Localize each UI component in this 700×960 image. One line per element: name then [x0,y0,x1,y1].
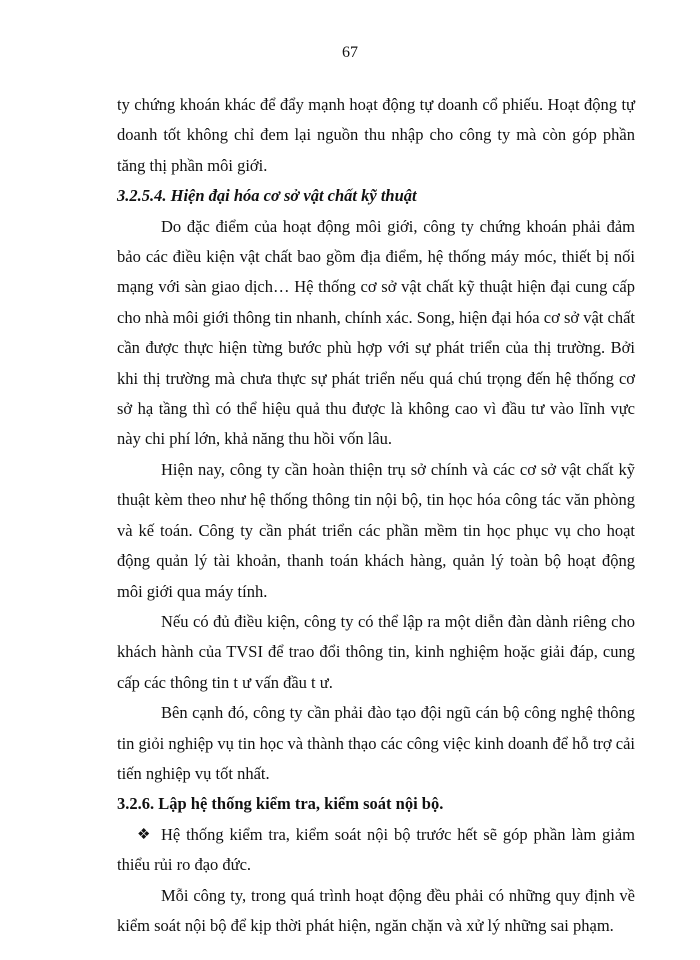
paragraph-internal-control: Mỗi công ty, trong quá trình hoạt động đều phải có những quy định về kiểm soát nội bộ để kịp thời phát hiện, ngăn chặn và xử lý những sai phạm. [117,885,635,935]
paragraph-training: Bên cạnh đó, công ty cần phải đào tạo đội ngũ cán bộ công nghệ thông tin giỏi nghiệp vụ tin học và thành thạo các công việc kinh doanh để hỗ trợ cải tiến nghiệp vụ tốt nhất. [117,703,635,783]
bullet-item-text: Hệ thống kiểm tra, kiểm soát nội bộ trước hết sẽ góp phần làm giảm thiểu rủi ro đạo đức. [117,824,635,875]
section-heading-3-2-6: 3.2.6. Lập hệ thống kiểm tra, kiểm soát nội bộ. [117,794,444,814]
paragraph-continuation: ty chứng khoán khác để đẩy mạnh hoạt động tự doanh cổ phiếu. Hoạt động tự doanh tốt không chỉ đem lại nguồn thu nhập cho công ty mà còn góp phần tăng thị phần môi giới. [117,95,635,175]
page-number: 67 [342,44,358,61]
section-heading-3-2-5-4: 3.2.5.4. Hiện đại hóa cơ sở vật chất kỹ thuật [117,186,417,206]
diamond-bullet-icon: ❖ [137,826,151,843]
paragraph-facilities-1: Do đặc điểm của hoạt động môi giới, công ty chứng khoán phải đảm bảo các điều kiện vật chất bao gồm địa điểm, hệ thống máy móc, thiết bị nối mạng với sàn giao dịch… Hệ thống cơ sở vật chất kỹ thuật hiện đại cung cấp cho nhà môi giới thông tin nhanh, chính xác. Song, hiện đại hóa cơ sở vật chất cần được thực hiện từng bước phù hợp với sự phát triển của thị trường. Bởi khi thị trường mà chưa thực sự phát triển nếu quá chú trọng đến hệ thống cơ sở hạ tầng thì có thể hiệu quả thu được là không cao vì đầu tư vào lĩnh vực này chi phí lớn, khả năng thu hồi vốn lâu. [117,216,635,449]
document-body [117,90,635,941]
bullet-item-internal-control [117,820,635,881]
paragraph-forum: Nếu có đủ điều kiện, công ty có thể lập ra một diễn đàn dành riêng cho khách hành của TVSI để trao đổi thông tin, kinh nghiệm hoặc giải đáp, cung cấp các thông tin t ư vấn đầu t ư. [117,611,635,692]
paragraph-facilities-2: Hiện nay, công ty cần hoàn thiện trụ sở chính và các cơ sở vật chất kỹ thuật kèm theo như hệ thống thông tin nội bộ, tin học hóa công tác văn phòng và kế toán. Công ty cần phát triển các phần mềm tin học phục vụ cho hoạt động quản lý tài khoản, thanh toán khách hàng, quản lý toàn bộ hoạt động môi giới qua máy tính. [117,459,635,601]
